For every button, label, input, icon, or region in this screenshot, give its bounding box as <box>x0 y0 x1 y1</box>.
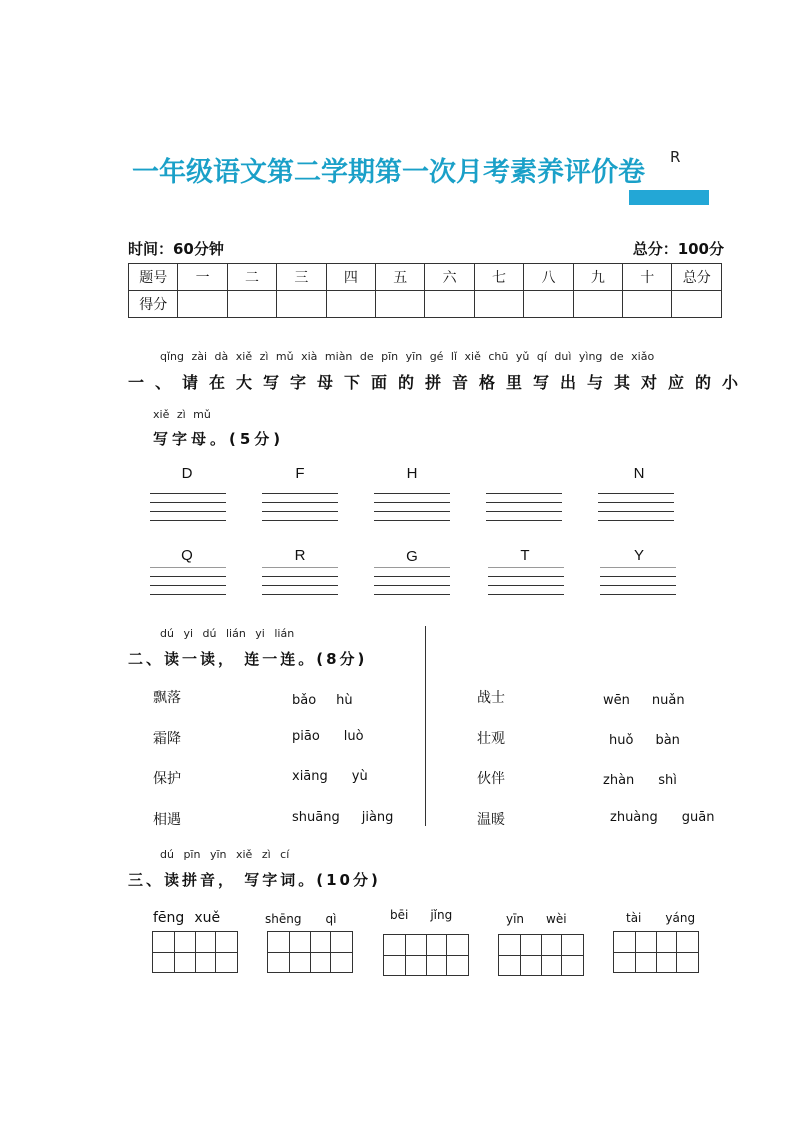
writing-grid[interactable] <box>383 934 469 976</box>
q2-pinyin-syllable: bàn <box>655 733 680 748</box>
q2-word: 伙伴 <box>477 771 505 787</box>
score-header-cell: 三 <box>277 264 326 291</box>
q2-pinyin-syllable: luò <box>343 729 364 744</box>
four-line-grid[interactable] <box>150 493 226 521</box>
q2-pinyin-option <box>292 810 393 825</box>
score-input-cell[interactable] <box>524 291 573 318</box>
q2-pinyin-option <box>609 733 680 748</box>
writing-grid[interactable] <box>498 934 584 976</box>
title-mark: R <box>670 148 681 166</box>
q2-pinyin-syllable: nuǎn <box>651 693 685 708</box>
exam-total-score: 总分：100分 <box>632 240 724 258</box>
exam-title: 一年级语文第二学期第一次月考素养评价卷 <box>132 157 645 188</box>
score-header-cell: 总分 <box>672 264 722 291</box>
four-line-grid[interactable] <box>488 567 564 595</box>
q3-pinyin-label <box>265 912 336 926</box>
score-header-cell: 二 <box>227 264 276 291</box>
score-table-header-row <box>129 264 722 291</box>
q3-pinyin-label <box>153 910 220 926</box>
q3-pinyin-syllable: xuě <box>194 910 221 926</box>
score-header-cell: 一 <box>178 264 227 291</box>
score-input-cell[interactable] <box>623 291 672 318</box>
q2-word: 霜降 <box>153 731 181 747</box>
q3-heading: 三、读拼音， 写字词。(10分) <box>128 871 381 889</box>
score-input-cell[interactable] <box>227 291 276 318</box>
q1-letter: D <box>181 465 193 482</box>
q2-word: 保护 <box>153 771 181 787</box>
q2-pinyin-syllable: yù <box>351 769 368 784</box>
q2-word: 壮观 <box>477 731 505 747</box>
q2-pinyin: dú yi dú lián yi lián <box>160 627 295 640</box>
four-line-grid[interactable] <box>262 493 338 521</box>
score-header-cell: 五 <box>376 264 425 291</box>
q2-pinyin-syllable: zhàn <box>603 773 635 788</box>
q2-pinyin-option <box>603 693 685 708</box>
q3-pinyin-label <box>390 908 452 922</box>
q2-pinyin-syllable: hù <box>336 693 353 708</box>
score-input-cell[interactable] <box>326 291 375 318</box>
q2-pinyin-syllable: zhuàng <box>610 810 658 825</box>
four-line-grid[interactable] <box>374 493 450 521</box>
q3-pinyin-label <box>506 912 567 926</box>
score-input-cell[interactable] <box>425 291 474 318</box>
four-line-grid[interactable] <box>374 567 450 595</box>
q1-letter: Q <box>181 547 193 564</box>
q2-pinyin-syllable: shuāng <box>292 810 340 825</box>
q3-pinyin-syllable: shēng <box>265 912 302 926</box>
score-table-score-row <box>129 291 722 318</box>
q3-pinyin-label <box>626 911 695 925</box>
q3-pinyin-syllable: wèi <box>546 912 567 926</box>
q2-word: 飘落 <box>153 690 181 706</box>
q1-pinyin-line1: qǐng zài dà xiě zì mǔ xià miàn de pīn yīn gé lǐ xiě chū yǔ qí duì yìng de xiǎo <box>160 350 655 363</box>
q1-heading-line2: 写字母。(5分) <box>153 430 285 448</box>
q1-heading-line1: 一、请在大写字母下面的拼音格里写出与其对应的小 <box>128 373 750 392</box>
four-line-grid[interactable] <box>598 493 674 521</box>
q1-pinyin-line2: xiě zì mǔ <box>153 408 211 421</box>
q2-pinyin-option <box>292 729 364 744</box>
four-line-grid[interactable] <box>262 567 338 595</box>
q2-word: 相遇 <box>153 812 181 828</box>
score-header-cell: 八 <box>524 264 573 291</box>
q1-letter: R <box>294 547 306 564</box>
score-header-cell: 四 <box>326 264 375 291</box>
score-label-cell: 得分 <box>129 291 178 318</box>
score-header-cell: 九 <box>573 264 622 291</box>
q2-pinyin-syllable: shì <box>658 773 677 788</box>
title-badge <box>629 190 709 205</box>
q2-word: 战士 <box>477 690 505 706</box>
q2-word: 温暖 <box>477 812 505 828</box>
q2-heading: 二、读一读， 连一连。(8分) <box>128 650 368 668</box>
exam-time: 时间：60分钟 <box>128 240 224 258</box>
score-header-cell: 七 <box>474 264 523 291</box>
score-input-cell[interactable] <box>178 291 227 318</box>
score-input-cell[interactable] <box>672 291 722 318</box>
score-input-cell[interactable] <box>474 291 523 318</box>
writing-grid[interactable] <box>613 931 699 973</box>
q2-divider <box>425 626 426 826</box>
q2-pinyin-option <box>610 810 714 825</box>
q3-pinyin-syllable: jǐng <box>430 908 453 922</box>
q1-letter: N <box>633 465 645 482</box>
score-header-cell: 题号 <box>129 264 178 291</box>
score-header-cell: 六 <box>425 264 474 291</box>
q3-pinyin-syllable: tài <box>626 911 642 925</box>
q1-letter: H <box>406 465 418 482</box>
q1-letter: T <box>520 547 530 564</box>
q2-pinyin-syllable: bǎo <box>292 693 317 708</box>
writing-grid[interactable] <box>267 931 353 973</box>
q2-pinyin-option <box>292 769 368 784</box>
q3-pinyin-syllable: yáng <box>665 911 696 925</box>
score-input-cell[interactable] <box>376 291 425 318</box>
q2-pinyin-syllable: piāo <box>292 729 320 744</box>
q2-pinyin-syllable: wēn <box>603 693 630 708</box>
q2-pinyin-syllable: huǒ <box>609 733 634 748</box>
q2-pinyin-option <box>603 773 677 788</box>
q3-pinyin: dú pīn yīn xiě zì cí <box>160 848 290 861</box>
q2-pinyin-syllable: guān <box>681 810 715 825</box>
q2-pinyin-syllable: xiāng <box>292 769 328 784</box>
q2-pinyin-option <box>292 693 353 708</box>
score-input-cell[interactable] <box>573 291 622 318</box>
q3-pinyin-syllable: bēi <box>390 908 409 922</box>
score-input-cell[interactable] <box>277 291 326 318</box>
q1-letter: F <box>295 465 305 482</box>
q1-letter: Y <box>633 547 644 564</box>
writing-grid[interactable] <box>152 931 238 973</box>
four-line-grid[interactable] <box>600 567 676 595</box>
four-line-grid[interactable] <box>486 493 562 521</box>
q3-pinyin-syllable: yīn <box>506 912 525 926</box>
q3-pinyin-syllable: qì <box>325 912 337 926</box>
q3-pinyin-syllable: fēng <box>153 910 185 926</box>
score-header-cell: 十 <box>623 264 672 291</box>
q1-letter: G <box>406 548 418 565</box>
four-line-grid[interactable] <box>150 567 226 595</box>
q2-pinyin-syllable: jiàng <box>361 810 394 825</box>
score-table <box>128 263 722 318</box>
